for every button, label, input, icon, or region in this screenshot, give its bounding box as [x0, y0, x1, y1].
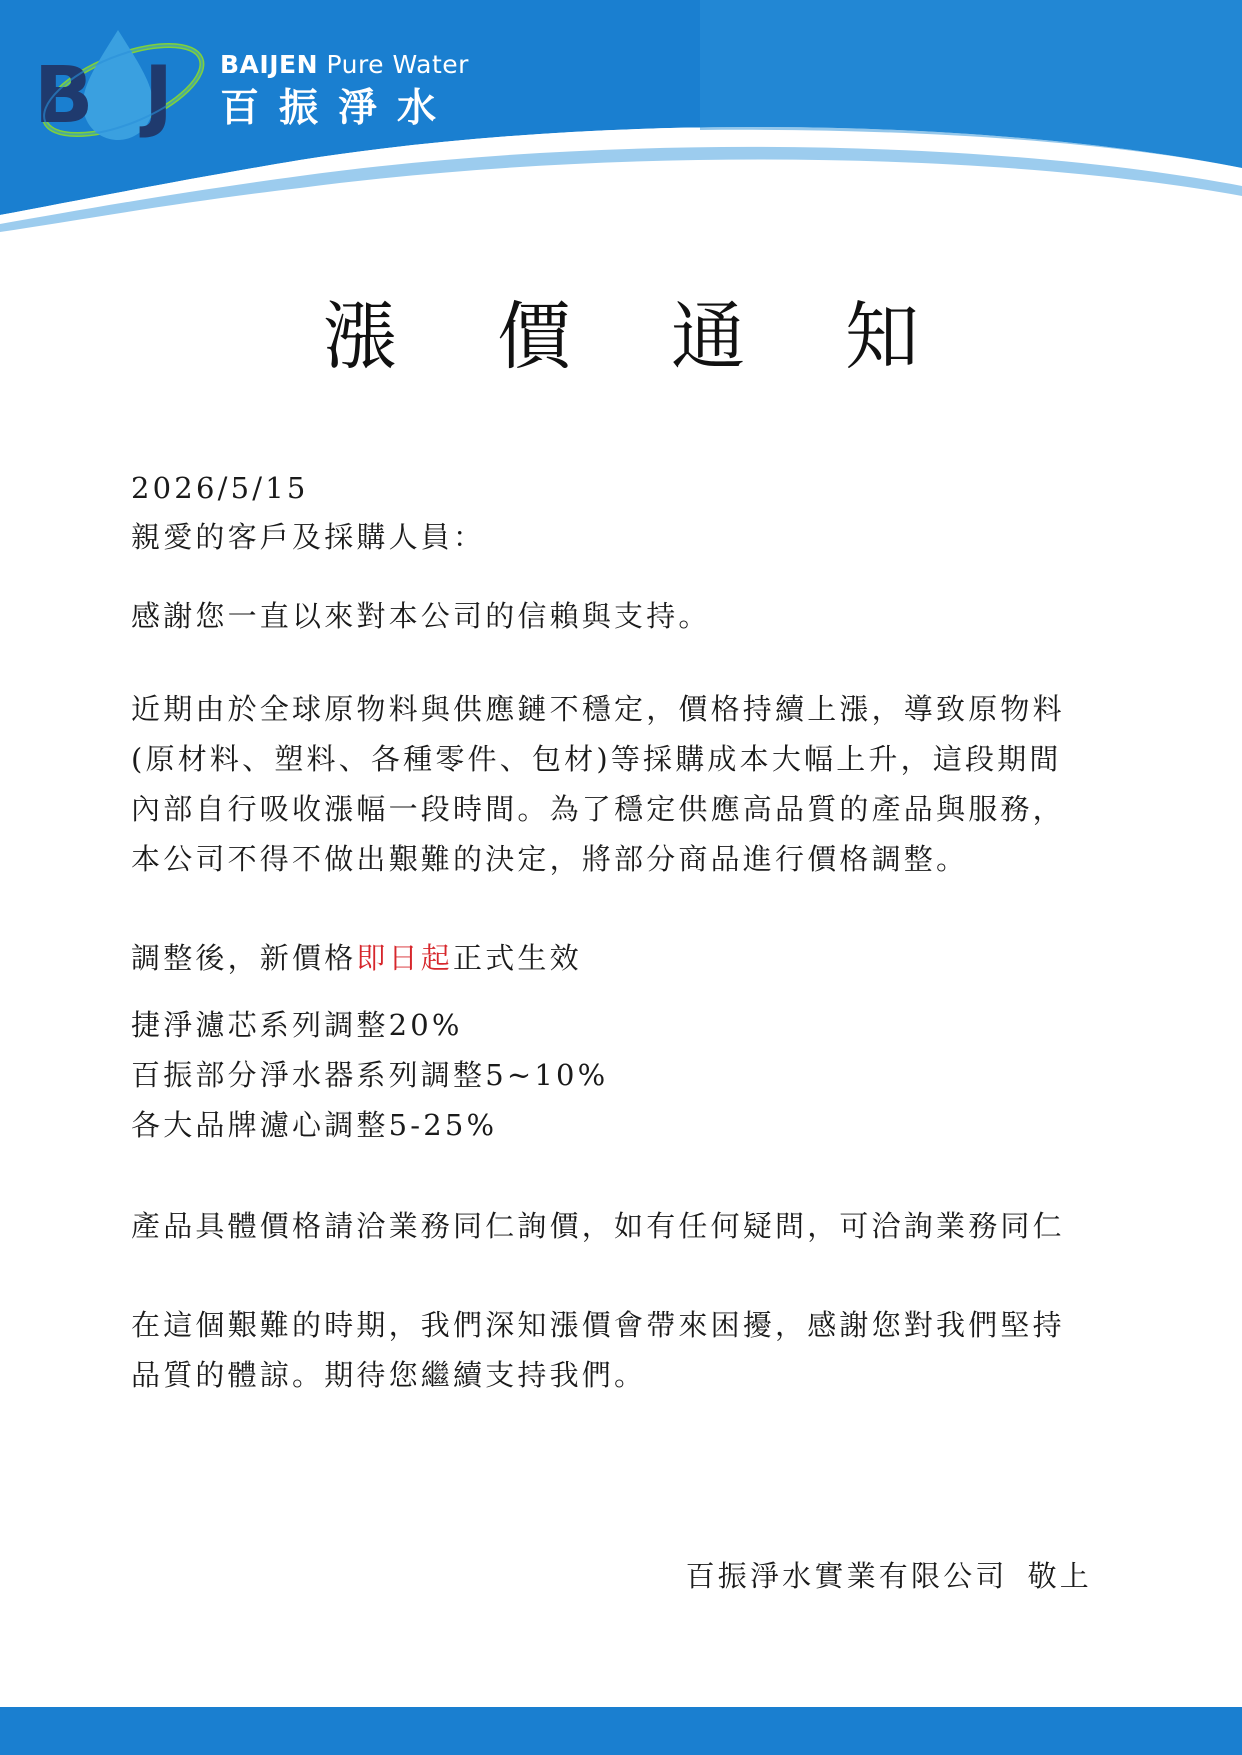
header-banner [0, 0, 1242, 240]
inquiry-line: 產品具體價格請洽業務同仁詢價，如有任何疑問，可洽詢業務同仁 [131, 1209, 1065, 1243]
paragraph-explanation [131, 684, 1065, 884]
closing-line: 在這個艱難的時期，我們深知漲價會帶來困擾，感謝您對我們堅持 [131, 1308, 1065, 1342]
signature-company: 百振淨水實業有限公司 [685, 1559, 1008, 1593]
brand-block [220, 50, 469, 134]
adjustment-item: 百振部分淨水器系列調整5~10% [131, 1058, 609, 1092]
paragraph-line: 內部自行吸收漲幅一段時間。為了穩定供應高品質的產品與服務， [131, 792, 1065, 826]
adjustment-item: 各大品牌濾心調整5-25% [131, 1108, 498, 1142]
paragraph-line: 近期由於全球原物料與供應鏈不穩定，價格持續上漲，導致原物料 [131, 692, 1065, 726]
effective-prefix: 調整後，新價格 [131, 941, 357, 975]
adjustment-item: 捷淨濾芯系列調整20% [131, 1008, 463, 1042]
svg-text:J: J [144, 51, 174, 141]
effective-suffix: 正式生效 [453, 941, 582, 975]
paragraph-line: (原材料、塑料、各種零件、包材)等採購成本大幅上升，這段期間 [131, 742, 1062, 776]
paragraph-line: 本公司不得不做出艱難的決定，將部分商品進行價格調整。 [131, 842, 969, 876]
effective-highlight: 即日起 [356, 941, 454, 975]
notice-title: 漲價通知 [323, 294, 1019, 380]
adjustment-list [131, 1000, 608, 1150]
signature-regards: 敬上 [1027, 1559, 1092, 1593]
closing-line: 品質的體諒。期待您繼續支持我們。 [131, 1358, 647, 1392]
company-logo [28, 22, 208, 152]
brand-chinese: 百振淨水 [220, 86, 457, 131]
brand-english [220, 50, 469, 80]
salutation: 親愛的客戶及採購人員： [131, 520, 486, 554]
effective-line [131, 940, 582, 976]
signature [686, 1558, 1092, 1594]
brand-en-light: Pure Water [326, 50, 469, 79]
footer-bar [0, 1707, 1242, 1755]
notice-date: 2026/5/15 [131, 471, 309, 505]
brand-en-bold: BAIJEN [220, 50, 319, 79]
svg-text:B: B [34, 51, 94, 141]
thanks-line: 感謝您一直以來對本公司的信賴與支持。 [131, 599, 711, 633]
closing-paragraph [131, 1300, 1065, 1400]
